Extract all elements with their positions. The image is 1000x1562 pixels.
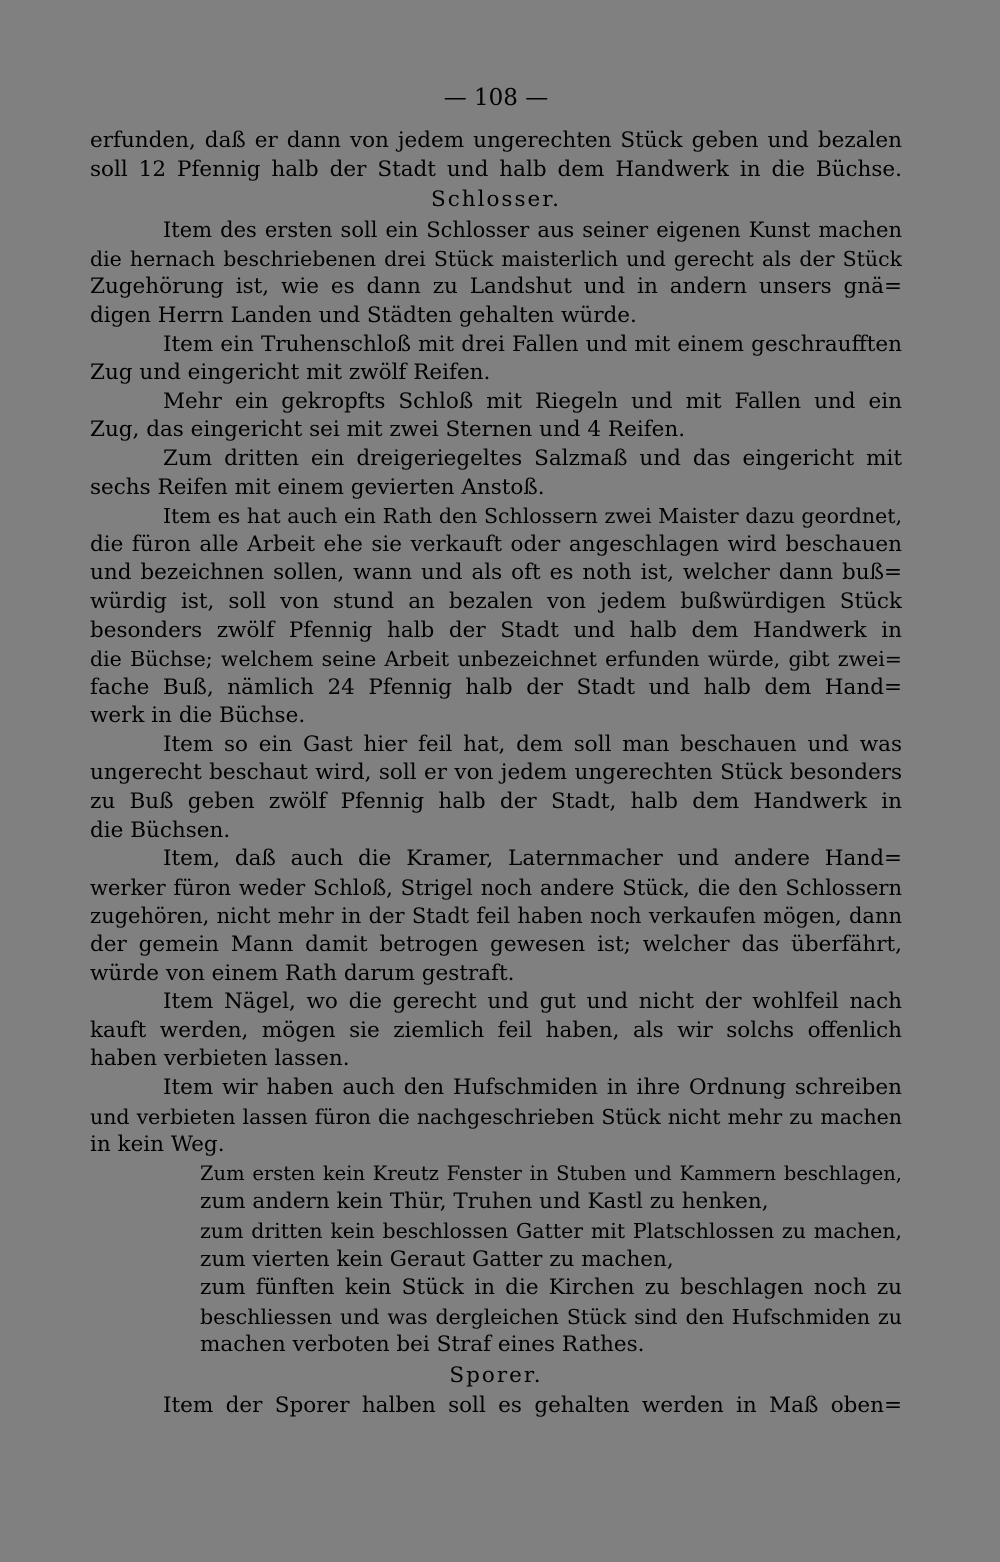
text-line: und bezeichnen sollen, wann und als oft es noth ist, welcher dann buß=: [90, 560, 902, 586]
text-line: erfunden, daß er dann von jedem ungerechten Stück geben und bezalen: [90, 128, 902, 153]
text-line: zum dritten kein beschlossen Gatter mit Platschlossen zu machen,: [200, 1218, 902, 1243]
text-line: soll 12 Pfennig halb der Stadt und halb dem Handwerk in die Büchse.: [90, 156, 902, 182]
text-line: ungerecht beschaut wird, soll er von jedem ungerechten Stück besonders: [90, 760, 902, 786]
text-line: die hernach beschriebenen drei Stück maisterlich und gerecht als der Stück: [90, 246, 902, 271]
page-body-text: [90, 127, 902, 1421]
text-line: würde von einem Rath darum gestraft.: [90, 960, 515, 986]
text-line: Zugehörung ist, wie es dann zu Landshut und in andern unsers gnä=: [90, 274, 902, 300]
text-line: Zum dritten ein dreigeriegeltes Salzmaß und das eingericht mit: [163, 445, 902, 471]
text-line: Item so ein Gast hier feil hat, dem soll man beschauen und was: [163, 731, 902, 757]
text-line: sechs Reifen mit einem gevierten Anstoß.: [90, 474, 545, 500]
text-line: die Büchse; welchem seine Arbeit unbezeichnet erfunden würde, gibt zwei=: [90, 647, 902, 672]
text-line: Item des ersten soll ein Schlosser aus seiner eigenen Kunst machen: [163, 218, 902, 243]
text-line: würdig ist, soll von stund an bezalen von jedem bußwürdigen Stück: [90, 588, 902, 614]
document-page: [90, 82, 902, 1421]
text-line: werk in die Büchse.: [90, 703, 306, 729]
text-line: Item ein Truhenschloß mit drei Fallen und mit einem geschraufften: [163, 331, 902, 357]
text-line: zum fünften kein Stück in die Kirchen zu beschlagen noch zu: [200, 1275, 902, 1301]
text-line: in kein Weg.: [90, 1132, 225, 1158]
text-line: Item, daß auch die Kramer, Laternmacher und andere Hand=: [163, 846, 902, 872]
text-line: Item Nägel, wo die gerecht und gut und nicht der wohlfeil nach: [163, 989, 902, 1015]
text-line: machen verboten bei Straf eines Rathes.: [200, 1332, 645, 1358]
text-line: fache Buß, nämlich 24 Pfennig halb der Stadt und halb dem Hand=: [90, 674, 902, 700]
page-number: — 108 —: [443, 85, 549, 111]
text-line: Mehr ein gekropfts Schloß mit Riegeln und mit Fallen und ein: [163, 388, 902, 414]
text-line: zugehören, nicht mehr in der Stadt feil haben noch verkaufen mögen, dann: [90, 904, 902, 929]
text-line: zum andern kein Thür, Truhen und Kastl zu henken,: [200, 1189, 769, 1215]
text-line: Item es hat auch ein Rath den Schlossern zwei Maister dazu geordnet,: [163, 504, 902, 529]
section-heading: Schlosser.: [431, 187, 561, 213]
text-line: Item wir haben auch den Hufschmiden in ihre Ordnung schreiben: [163, 1075, 902, 1100]
text-line: die Büchsen.: [90, 817, 231, 843]
text-line: haben verbieten lassen.: [90, 1046, 350, 1072]
text-line: digen Herrn Landen und Städten gehalten würde.: [90, 302, 637, 328]
text-line: besonders zwölf Pfennig halb der Stadt und halb dem Handwerk in: [90, 617, 902, 643]
text-line: zum vierten kein Geraut Gatter zu machen,: [200, 1246, 674, 1272]
text-line: werker füron weder Schloß, Strigel noch andere Stück, die den Schlossern: [90, 875, 902, 900]
text-line: Zum ersten kein Kreutz Fenster in Stuben und Kammern beschlagen,: [200, 1161, 902, 1185]
text-line: der gemein Mann damit betrogen gewesen ist; welcher das überfährt,: [90, 932, 902, 958]
text-line: kauft werden, mögen sie ziemlich feil haben, als wir solchs offenlich: [90, 1017, 902, 1043]
text-line: zu Buß geben zwölf Pfennig halb der Stadt, halb dem Handwerk in: [90, 789, 902, 815]
text-line: Zug, das eingericht sei mit zwei Sternen und 4 Reifen.: [90, 417, 686, 443]
text-line: die füron alle Arbeit ehe sie verkauft oder angeschlagen wird beschauen: [90, 531, 902, 557]
text-line: Item der Sporer halben soll es gehalten werden in Maß oben=: [163, 1392, 902, 1418]
section-heading: Sporer.: [449, 1362, 543, 1388]
text-line: beschliessen und was dergleichen Stück sind den Hufschmiden zu: [200, 1304, 902, 1329]
text-line: Zug und eingericht mit zwölf Reifen.: [90, 360, 491, 386]
text-line: und verbieten lassen füron die nachgeschrieben Stück nicht mehr zu machen: [90, 1104, 902, 1129]
